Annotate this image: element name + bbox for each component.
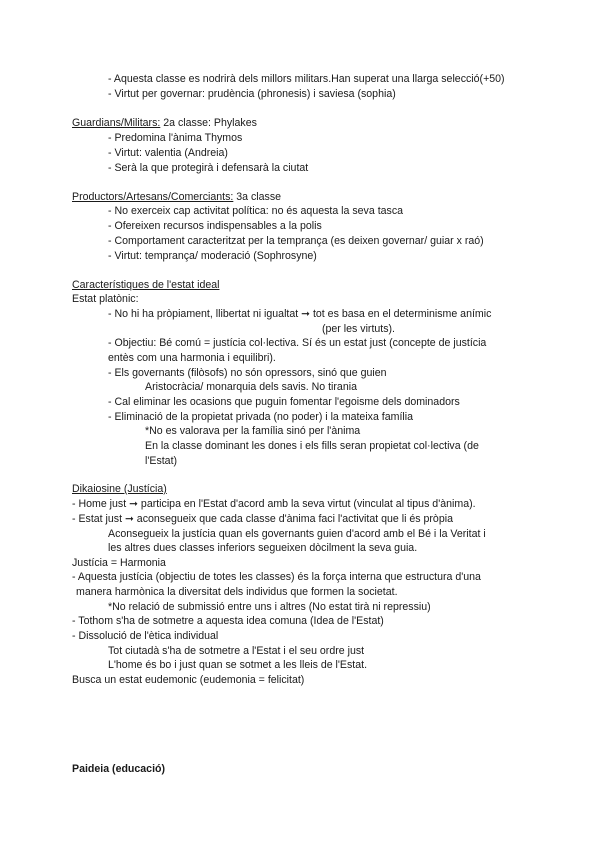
- bullet-line: - Tothom s'ha de sotmetre a aquesta idea comuna (Idea de l'Estat): [72, 615, 384, 627]
- section-heading-paideia: Paideia (educació): [72, 763, 166, 775]
- heading-underlined: Guardians/Militars:: [72, 117, 161, 129]
- text-line: Aconsegueix la justícia quan els governants guien d'acord amb el Bé i la Veritat i: [108, 528, 486, 540]
- text-line: Justícia = Harmonia: [72, 557, 166, 569]
- section-heading-estat-ideal: Característiques de l'estat ideal: [72, 279, 220, 291]
- section-heading-productors: [72, 190, 281, 204]
- bullet-line: - Predomina l'ànima Thymos: [108, 132, 243, 144]
- bullet-line: - Dissolució de l'ètica individual: [72, 630, 219, 642]
- text-line: manera harmònica la diversitat dels individus que formen la societat.: [76, 586, 398, 598]
- text-line: *No relació de submissió entre uns i altres (No estat tirà ni repressiu): [108, 601, 431, 613]
- bullet-line: - Virtut: valentia (Andreia): [108, 147, 228, 159]
- bullet-line: - Objectiu: Bé comú = justícia col·lectiva. Sí és un estat just (concepte de justícia: [108, 337, 487, 349]
- text-line: (per les virtuts).: [322, 323, 395, 335]
- bullet-line: - Ofereixen recursos indispensables a la polis: [108, 220, 322, 232]
- section-heading-guardians: [72, 116, 257, 130]
- text-line: *No es valorava per la família sinó per l'ànima: [145, 425, 361, 437]
- text-line: entès com una harmonia i equilibri).: [108, 352, 276, 364]
- text-line: En la classe dominant les dones i els fills seran propietat col·lectiva (de: [145, 440, 479, 452]
- bullet-line: - Estat just ➞ aconsegueix que cada classe d'ànima faci l'activitat que li és pròpia: [72, 513, 453, 525]
- heading-rest: 3a classe: [233, 191, 282, 203]
- text-line: les altres dues classes inferiors segueixen dòcilment la seva guia.: [108, 542, 418, 554]
- text-line: Estat platònic:: [72, 293, 139, 305]
- text-line: Tot ciutadà s'ha de sotmetre a l'Estat i el seu ordre just: [108, 645, 365, 657]
- text-line: Aristocràcia/ monarquia dels savis. No tirania: [145, 381, 357, 393]
- text-line: Busca un estat eudemonic (eudemonia = felicitat): [72, 674, 305, 686]
- text-line: L'home és bo i just quan se sotmet a les lleis de l'Estat.: [108, 659, 368, 671]
- text-line: l'Estat): [145, 455, 178, 467]
- bullet-line: - Cal eliminar les ocasions que puguin fomentar l'egoisme dels dominadors: [108, 396, 460, 408]
- heading-underlined: Productors/Artesans/Comerciants:: [72, 191, 234, 203]
- bullet-line: - Home just ➞ participa en l'Estat d'acord amb la seva virtut (vinculat al tipus d'ànima).: [72, 498, 476, 510]
- bullet-line: - Eliminació de la propietat privada (no poder) i la mateixa família: [108, 411, 414, 423]
- bullet-line: - No exerceix cap activitat política: no és aquesta la seva tasca: [108, 205, 404, 217]
- bullet-line: - Virtut: temprança/ moderació (Sophrosyne): [108, 250, 317, 262]
- bullet-line: - Aquesta justícia (objectiu de totes les classes) és la força interna que estructura d'una: [72, 571, 481, 583]
- bullet-line: - Els governants (filòsofs) no són opressors, sinó que guien: [108, 367, 387, 379]
- bullet-line: - No hi ha pròpiament, llibertat ni igualtat ➞ tot es basa en el determinisme anímic: [108, 308, 492, 320]
- bullet-line: - Serà la que protegirà i defensarà la ciutat: [108, 162, 309, 174]
- bullet-line: - Aquesta classe es nodrirà dels millors militars.Han superat una llarga selecció(+50): [108, 73, 505, 85]
- heading-rest: 2a classe: Phylakes: [160, 117, 257, 129]
- bullet-line: - Virtut per governar: prudència (phronesis) i saviesa (sophia): [108, 88, 396, 100]
- section-heading-dikaiosine: Dikaiosine (Justícia): [72, 483, 167, 495]
- bullet-line: - Comportament caracteritzat per la temprança (es deixen governar/ guiar x raó): [108, 235, 484, 247]
